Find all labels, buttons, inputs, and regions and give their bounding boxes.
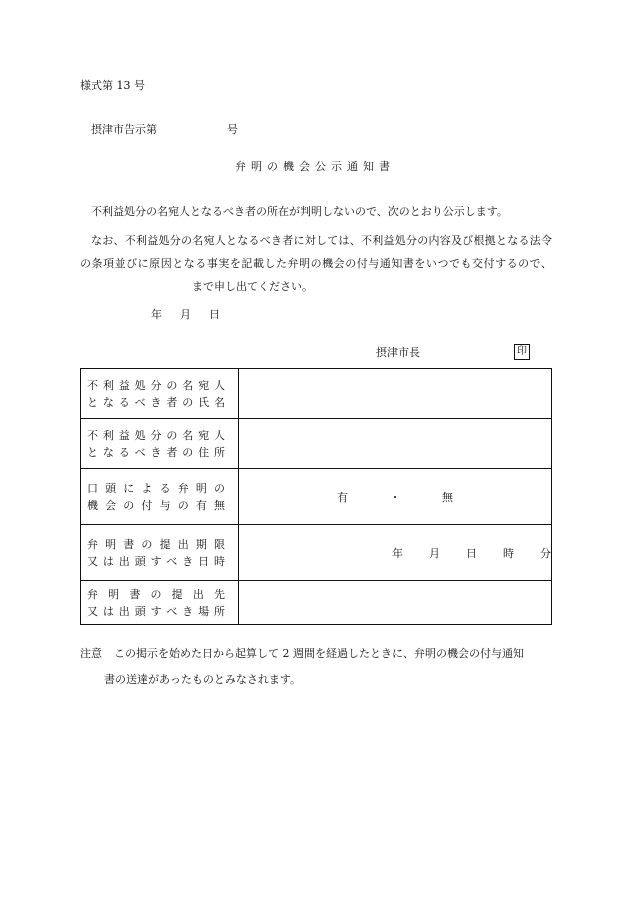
label-line-1: 不利益処分の名宛人 — [87, 428, 225, 442]
option-separator: ・ — [389, 490, 401, 504]
label-line-2: となるべき者の住所 — [87, 445, 225, 459]
note — [80, 641, 552, 693]
paragraph-1: 不利益処分の名宛人となるべき者の所在が判明しないので、次のとおり公示します。 — [91, 205, 508, 218]
label-line-1: 弁明書の提出先 — [87, 587, 225, 601]
table-row — [81, 469, 552, 525]
deadline-minute: 分 — [540, 546, 551, 560]
notice-number-prefix: 摂津市告示第 — [91, 123, 157, 136]
label-line-2: 機会の付与の有無 — [87, 498, 225, 512]
deadline-hour: 時 — [503, 546, 514, 560]
label-line-1: 弁明書の提出期限 — [87, 537, 225, 551]
table-row — [81, 581, 552, 625]
paragraph-2 — [80, 229, 552, 298]
issuer-title: 摂津市長 — [376, 346, 420, 359]
deadline-year: 年 — [392, 546, 403, 560]
row-label — [81, 369, 239, 419]
form-number: 様式第 13 号 — [80, 79, 145, 92]
option-yes[interactable]: 有 — [337, 490, 348, 504]
label-line-1: 不利益処分の名宛人 — [87, 378, 225, 392]
date-month: 月 — [180, 308, 191, 321]
label-line-2: 又は出頭すべき日時 — [87, 554, 225, 568]
document-title: 弁明の機会公示通知書 — [235, 160, 395, 173]
note-line-2: 書の送達があったものとみなされます。 — [104, 673, 302, 686]
row-label — [81, 419, 239, 469]
row-label — [81, 581, 239, 625]
deadline-day: 日 — [466, 546, 477, 560]
date-day: 日 — [209, 308, 220, 321]
deadline-month: 月 — [429, 546, 440, 560]
row-label — [81, 469, 239, 525]
label-line-2: 又は出頭すべき場所 — [87, 604, 225, 618]
address-value-cell[interactable] — [239, 419, 552, 469]
notice-number — [91, 124, 238, 135]
note-line-1: この掲示を始めた日から起算して 2 週間を経過したときに、弁明の機会の付与通知 — [114, 647, 524, 660]
paragraph-2-part1: なお、不利益処分の名宛人となるべき者に対しては、不利益処分の内容及び根拠となる法令の条項並びに原因となる事実を記載した弁明の機会の付与通知書をいつでも交付するので、 — [80, 234, 552, 270]
name-value-cell[interactable] — [239, 369, 552, 419]
date-year: 年 — [151, 308, 162, 321]
submission-place-value-cell[interactable] — [239, 581, 552, 625]
seal-mark: 印 — [514, 344, 530, 360]
info-table — [80, 368, 552, 625]
table-row — [81, 369, 552, 419]
oral-opportunity-value-cell — [239, 469, 552, 525]
row-label — [81, 525, 239, 581]
option-no[interactable]: 無 — [442, 490, 453, 504]
note-head: 注意 — [80, 647, 102, 660]
notice-number-suffix: 号 — [227, 123, 238, 136]
deadline-value-cell[interactable] — [239, 525, 552, 581]
table-row — [81, 525, 552, 581]
date-line — [151, 309, 238, 320]
label-line-2: となるべき者の氏名 — [87, 395, 225, 409]
paragraph-2-part2: まで申し出てください。 — [192, 280, 313, 293]
label-line-1: 口頭による弁明の — [87, 481, 225, 495]
table-row — [81, 419, 552, 469]
